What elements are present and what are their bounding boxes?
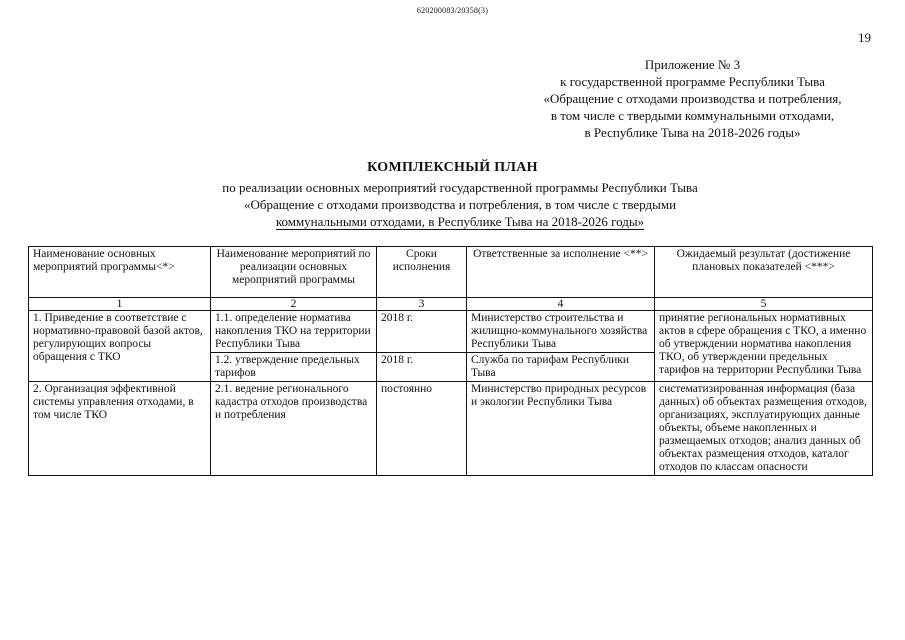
column-number: 4 xyxy=(467,298,655,311)
appendix-reference xyxy=(520,56,865,141)
table-row xyxy=(29,311,873,353)
column-number: 2 xyxy=(211,298,377,311)
header-terms: Сроки исполнения xyxy=(377,247,467,298)
term-cell: 2018 г. xyxy=(377,353,467,382)
appendix-line: к государственной программе Республики Тыва xyxy=(560,74,825,89)
page-number: 19 xyxy=(858,30,871,45)
result-cell: принятие региональных нормативных актов в сфере обращения с ТКО, а именно об утверждении норматива накопления ТКО, об утверждении предельных тарифов на территории Республики Тыва xyxy=(655,311,873,382)
subtitle-line xyxy=(180,213,740,230)
appendix-line: в Республике Тыва на 2018-2026 годы» xyxy=(584,125,801,140)
sub-activity-cell: 2.1. ведение регионального кадастра отходов производства и потребления xyxy=(211,382,377,476)
appendix-line: «Обращение с отходами производства и потребления, xyxy=(543,91,842,106)
column-number: 3 xyxy=(377,298,467,311)
header-responsible: Ответственные за исполнение <**> xyxy=(467,247,655,298)
term-cell: 2018 г. xyxy=(377,311,467,353)
responsible-cell: Министерство природных ресурсов и экологии Республики Тыва xyxy=(467,382,655,476)
result-cell: систематизированная информация (база данных) об объектах размещения отходов, организациях, эксплуатирующих данные объекты, объеме накопленных и размещаемых отходов; анализ данных об объектах размещения отходов, каталог отходов по классам опасности xyxy=(655,382,873,476)
subtitle-line: «Обращение с отходами производства и потребления, в том числе с твердыми xyxy=(243,197,677,212)
header-main-activities: Наименование основных мероприятий программы<*> xyxy=(29,247,211,298)
document-title: КОМПЛЕКСНЫЙ ПЛАН xyxy=(367,160,538,175)
main-activity-cell: 1. Приведение в соответствие с нормативно-правовой базой актов, регулирующих вопросы обращения с ТКО xyxy=(29,311,211,382)
main-activity-cell: 2. Организация эффективной системы управления отходами, в том числе ТКО xyxy=(29,382,211,476)
document-id: 620200083/20358(3) xyxy=(416,6,489,15)
appendix-line: Приложение № 3 xyxy=(644,57,741,72)
term-cell: постоянно xyxy=(377,382,467,476)
plan-table xyxy=(28,246,873,476)
sub-activity-cell: 1.1. определение норматива накопления ТКО на территории Республики Тыва xyxy=(211,311,377,353)
table-row xyxy=(29,382,873,476)
column-number: 5 xyxy=(655,298,873,311)
subtitle-line-text: коммунальными отходами, в Республике Тыва на 2018-2026 годы» xyxy=(275,214,645,229)
table-header-row xyxy=(29,247,873,298)
subtitle-line: по реализации основных мероприятий государственной программы Республики Тыва xyxy=(222,180,698,195)
column-number: 1 xyxy=(29,298,211,311)
header-sub-activities: Наименование мероприятий по реализации основных мероприятий программы xyxy=(211,247,377,298)
column-numbers-row xyxy=(29,298,873,311)
sub-activity-cell: 1.2. утверждение предельных тарифов xyxy=(211,353,377,382)
responsible-cell: Министерство строительства и жилищно-коммунального хозяйства Республики Тыва xyxy=(467,311,655,353)
appendix-line: в том числе с твердыми коммунальными отходами, xyxy=(550,108,835,123)
document-subtitle xyxy=(180,179,740,230)
header-expected-result: Ожидаемый результат (достижение плановых показателей <***> xyxy=(655,247,873,298)
responsible-cell: Служба по тарифам Республики Тыва xyxy=(467,353,655,382)
